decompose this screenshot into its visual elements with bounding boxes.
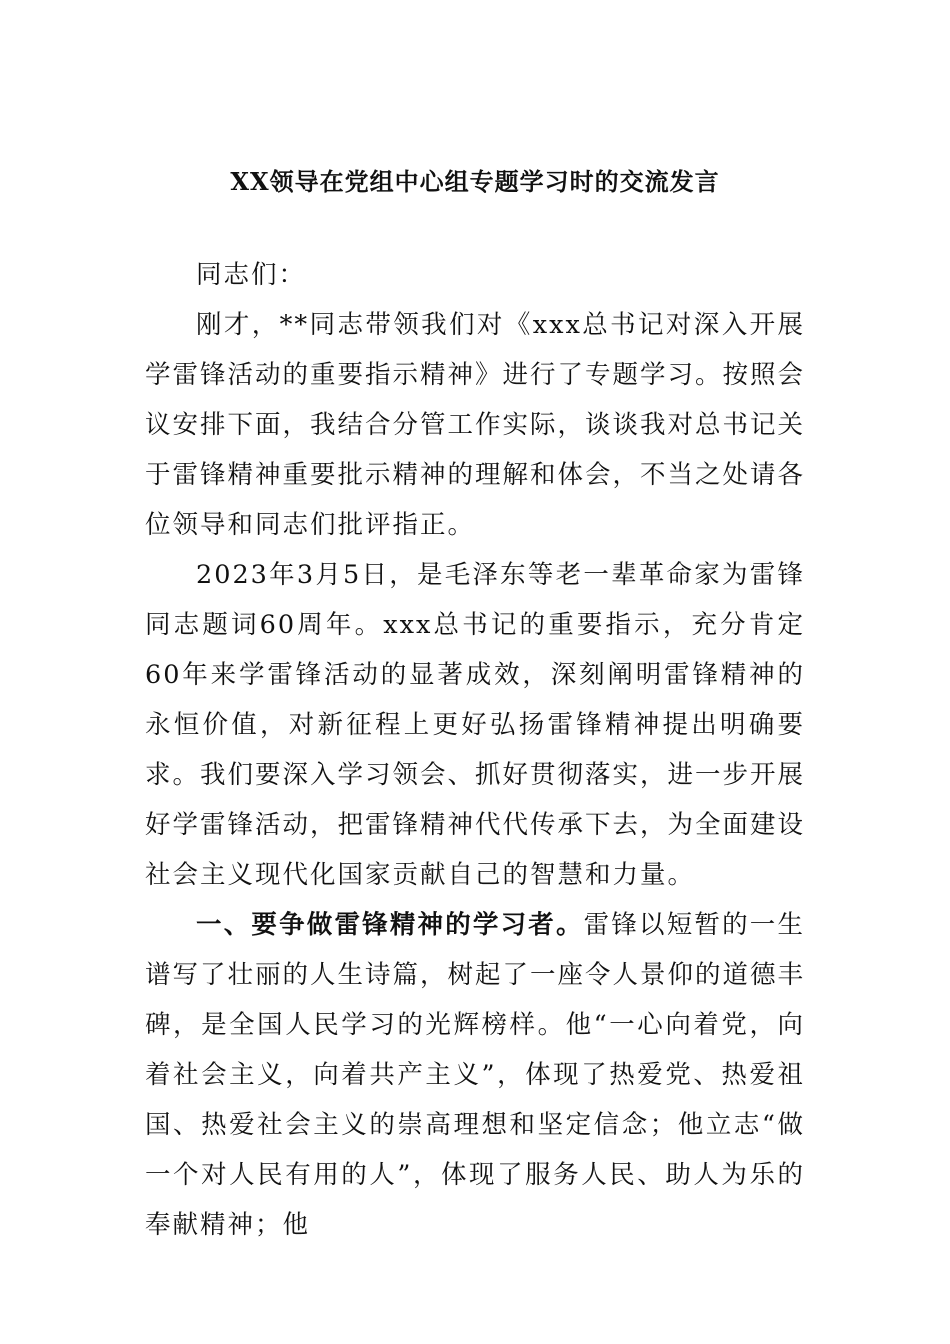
paragraph-text: 雷锋以短暂的一生谱写了壮丽的人生诗篇，树起了一座令人景仰的道德丰碑，是全国人民学习的光辉榜样。他“一心向着党，向着社会主义，向着共产主义”，体现了热爱党、热爱祖国、热爱社会主义的崇高理想和坚定信念；他立志“做一个对人民有用的人”，体现了服务人民、助人为乐的奉献精神；他 [145,910,806,1240]
document-title: XX领导在党组中心组专题学习时的交流发言 [230,167,720,196]
paragraph-text: 刚才，**同志带领我们对《xxx总书记对深入开展学雷锋活动的重要指示精神》进行了专题学习。按照会议安排下面，我结合分管工作实际，谈谈我对总书记关于雷锋精神重要批示精神的理解和体会，不当之处请各位领导和同志们批评指正。 [145,310,806,540]
paragraph-2 [145,550,805,900]
paragraph-text: 2023年3月5日，是毛泽东等老一辈革命家为雷锋同志题词60周年。xxx总书记的重要指示，充分肯定60年来学雷锋活动的显著成效，深刻阐明雷锋精神的永恒价值，对新征程上更好弘扬雷锋精神提出明确要求。我们要深入学习领会、抓好贯彻落实，进一步开展好学雷锋活动，把雷锋精神代代传承下去，为全面建设社会主义现代化国家贡献自己的智慧和力量。 [145,560,806,890]
section-heading: 一、要争做雷锋精神的学习者。 [196,910,584,940]
greeting: 同志们： [196,260,307,290]
paragraph-3 [145,900,805,1250]
paragraph-1 [145,300,805,550]
document-body [145,250,805,1250]
